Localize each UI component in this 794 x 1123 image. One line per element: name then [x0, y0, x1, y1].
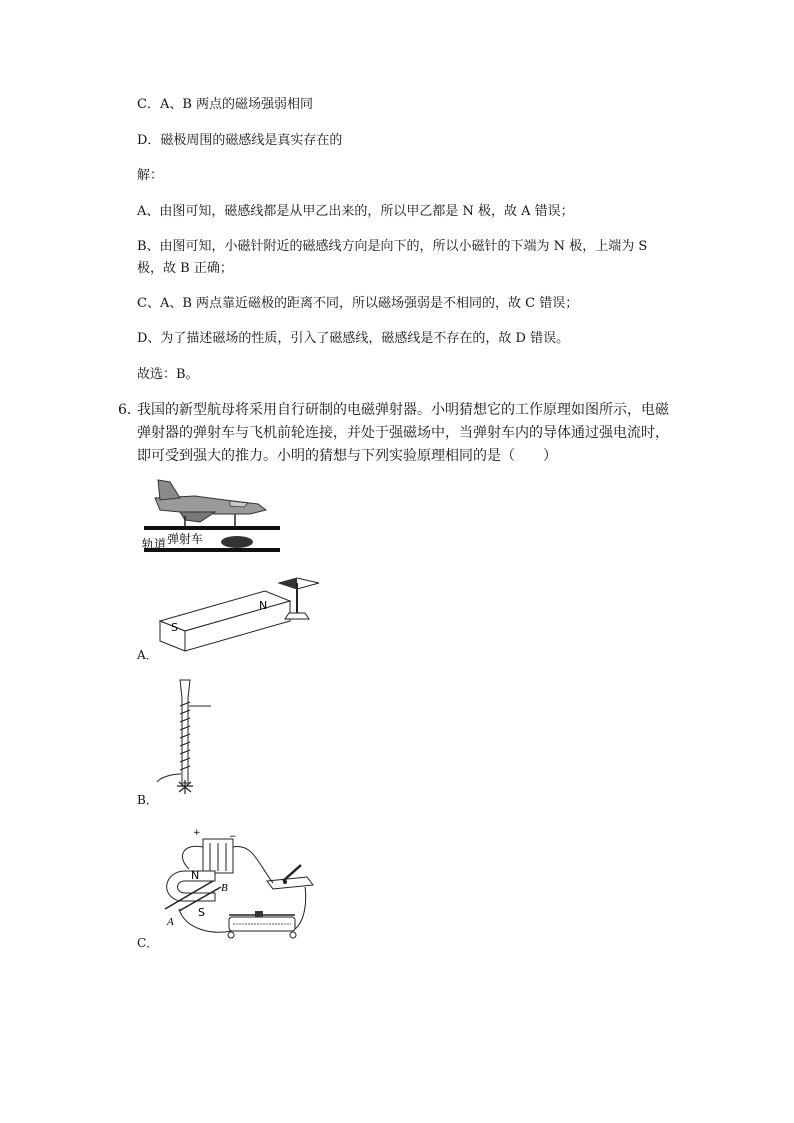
pole-n-label: N [191, 869, 200, 882]
point-a-label: A [167, 916, 174, 928]
magnet-n-label: N [259, 599, 268, 612]
airplane-icon [155, 480, 266, 526]
cart-label: 弹射车 [167, 532, 204, 546]
option-b-figure [155, 678, 225, 803]
bar-magnet-icon [160, 591, 290, 651]
track-label: 轨道 [142, 537, 167, 551]
point-b-label: B [221, 882, 228, 894]
solution-d: D、为了描述磁场的性质，引入了磁感线，磁感线是不存在的，故 D 错误。 [137, 331, 570, 346]
question-number: 6． [118, 402, 141, 418]
battery-icon [203, 839, 233, 873]
switch-icon [267, 865, 313, 889]
solution-b-line1: B、由图可知，小磁针附近的磁感线方向是向下的，所以小磁针的下端为 N 极，上端为 S [137, 239, 648, 254]
option-c-figure [155, 825, 320, 945]
track-top-rail [144, 526, 280, 530]
solution-c: C、A、B 两点靠近磁极的距离不同，所以磁场强弱是不相同的，故 C 错误； [137, 296, 579, 311]
answer-line: 故选：B。 [137, 367, 199, 382]
option-c-label: C． [137, 936, 159, 950]
solution-heading: 解： [137, 168, 164, 183]
option-c-text: C．A、B 两点的磁场强弱相同 [137, 97, 314, 112]
battery-plus: + [193, 828, 201, 838]
option-a-label: A． [137, 648, 158, 662]
battery-minus: − [229, 832, 237, 842]
solution-b-line2: 极，故 B 正确； [137, 261, 233, 276]
question-text: 我国的新型航母将采用自行研制的电磁弹射器。小明猜想它的工作原理如图所示，电磁弹射器的弹射车与飞机前轮连接，并处于强磁场中，当弹射车内的导体通过强电流时，即可受到强大的推力。小明的猜想与下列实验原理相同的是（ ） [137, 402, 669, 464]
rheostat-icon [228, 911, 296, 938]
option-a-figure [155, 575, 330, 655]
pole-s-label: S [198, 906, 205, 919]
coil-tube-icon [157, 680, 211, 794]
option-b-label: B． [137, 793, 158, 807]
cart-icon [221, 536, 253, 548]
solution-a: A、由图可知，磁感线都是从甲乙出来的，所以甲乙都是 N 极，故 A 错误； [137, 204, 574, 219]
option-d-text: D．磁极周围的磁感线是真实存在的 [137, 133, 343, 148]
magnet-s-label: S [171, 621, 178, 634]
catapult-figure [140, 476, 285, 556]
